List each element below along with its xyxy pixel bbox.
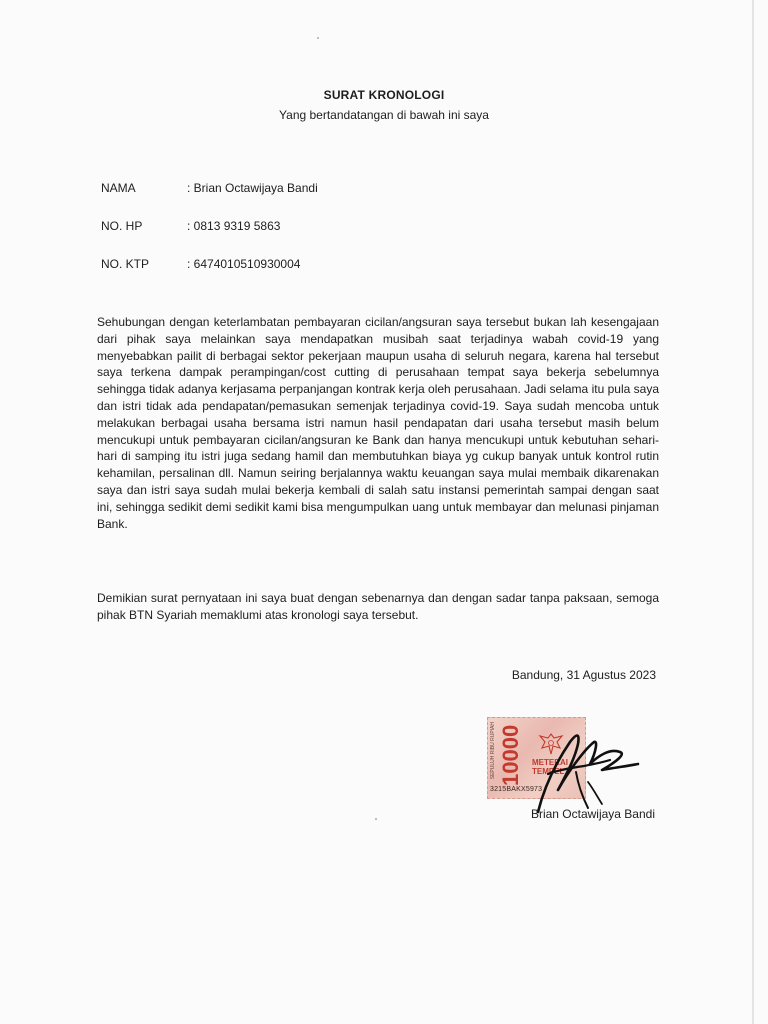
title-block [0,88,768,122]
field-value: : 0813 9319 5863 [187,219,281,233]
scan-speck [317,37,319,39]
closing-paragraph: Demikian surat pernyataan ini saya buat dengan sebenarnya dan dengan sadar tanpa paksaan, semoga pihak BTN Syariah memaklumi atas kronologi saya tersebut. [97,591,659,622]
page-edge [752,0,754,1024]
document-title: SURAT KRONOLOGI [323,88,445,102]
field-label: NAMA [101,181,136,195]
field-label: NO. HP [101,219,143,233]
stamp-small-text: SEPULUH RIBU RUPIAH [490,722,496,780]
stamp-serial: 3215BAKX5973 [490,786,543,793]
field-value: : 6474010510930004 [187,257,301,271]
stamp-denomination: 10000 [498,724,523,786]
place-date: Bandung, 31 Agustus 2023 [511,668,656,682]
field-no-hp [101,219,280,233]
stamp-word: METERAI TEMPEL [532,758,568,776]
field-value: : Brian Octawijaya Bandi [187,181,318,195]
scan-speck [375,818,377,820]
field-label: NO. KTP [101,257,150,271]
handwritten-signature [498,712,648,822]
field-nama [101,181,318,195]
signer-name: Brian Octawijaya Bandi [530,807,655,821]
document-subtitle: Yang bertandatangan di bawah ini saya [279,108,489,122]
field-no-ktp [101,257,300,271]
body-paragraph: Sehubungan dengan keterlambatan pembayaran cicilan/angsuran saya tersebut bukan lah kesengajaan dari pihak saya melainkan saya mendapatkan musibah saat terjadinya wabah covid-19 yang menyebabkan pailit di berbagai sektor pekerjaan maupun usaha di seluruh negara, karena hal tersebut saya terkena dampak perampingan/cost cutting di perusahaan tempat saya bekerja sebelumnya sehingga tidak adanya kerjasama perpanjangan kontrak kerja oleh perusahaan. Jadi selama itu pula saya dan istri tidak ada pendapatan/pemasukan semenjak terjadinya covid-19. Saya sudah mencoba untuk melakukan berbagai usaha bersama istri namun hasil pendapatan dari usaha tersebut masih belum mencukupi untuk pembayaran cicilan/angsuran ke Bank dan hanya mencukupi untuk kebutuhan sehari-hari di samping itu istri juga sedang hamil dan membutuhkan biaya yg cukup banyak untuk kontrol rutin kehamilan, persalinan dll. Namun seiring berjalannya waktu keuangan saya mulai membaik dikarenakan saya dan istri saya sudah mulai bekerja kembali di salah satu instansi pemerintah sampai dengan saat ini, sehingga sedikit demi sedikit kami bisa mengumpulkan uang untuk membayar dan melunasi pinjaman Bank. [97,315,659,531]
